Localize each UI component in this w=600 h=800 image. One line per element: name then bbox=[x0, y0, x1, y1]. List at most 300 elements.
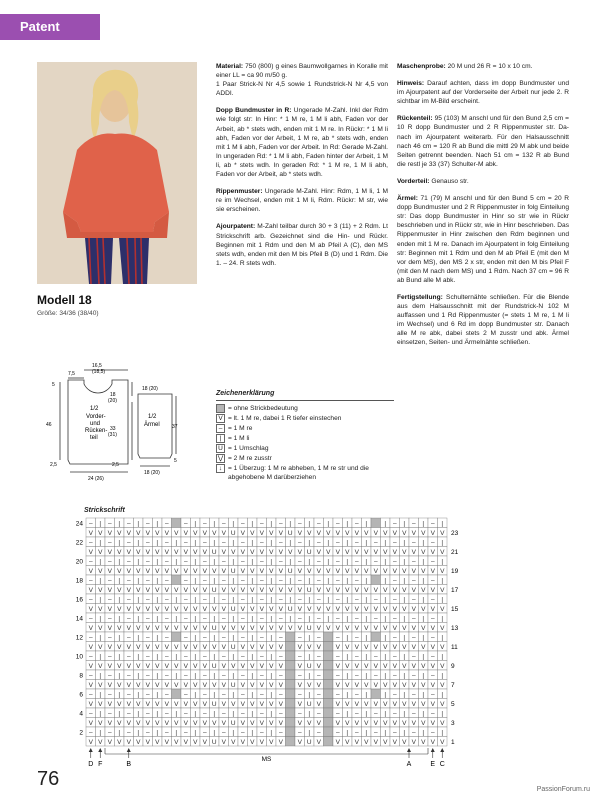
chart-row-label: 4 bbox=[79, 710, 83, 718]
chart-symbol: | bbox=[346, 615, 349, 623]
chart-symbol: V bbox=[278, 529, 283, 537]
chart-symbol: V bbox=[183, 662, 188, 670]
chart-symbol: – bbox=[202, 558, 207, 566]
chart-symbol: – bbox=[240, 577, 245, 585]
chart-symbol: V bbox=[221, 529, 226, 537]
chart-symbol: – bbox=[88, 653, 93, 661]
chart-symbol: – bbox=[316, 520, 321, 528]
chart-symbol: V bbox=[345, 624, 350, 632]
chart-symbol: V bbox=[421, 548, 426, 556]
chart-symbol: | bbox=[156, 729, 159, 737]
chart-symbol: | bbox=[232, 558, 235, 566]
chart-symbol: | bbox=[213, 558, 216, 566]
chart-symbol: V bbox=[240, 662, 245, 670]
chart-cell bbox=[286, 718, 296, 728]
chart-symbol: V bbox=[221, 643, 226, 651]
chart-symbol: V bbox=[136, 548, 141, 556]
chart-symbol: | bbox=[384, 596, 387, 604]
chart-symbol: V bbox=[126, 529, 131, 537]
chart-symbol: | bbox=[308, 596, 311, 604]
chart-symbol: – bbox=[411, 634, 416, 642]
chart-symbol: – bbox=[392, 710, 397, 718]
chart-symbol: V bbox=[202, 662, 207, 670]
chart-symbol: V bbox=[269, 624, 274, 632]
chart-symbol: V bbox=[98, 643, 103, 651]
chart-symbol: – bbox=[297, 653, 302, 661]
chart-symbol: V bbox=[107, 681, 112, 689]
chart-cell bbox=[286, 680, 296, 690]
chart-symbol: V bbox=[193, 643, 198, 651]
chart-symbol: – bbox=[297, 672, 302, 680]
chart-symbol: – bbox=[107, 520, 112, 528]
chart-symbol: V bbox=[250, 681, 255, 689]
chart-symbol: V bbox=[174, 681, 179, 689]
chart-symbol: V bbox=[136, 605, 141, 613]
mark-f-arrowhead-icon bbox=[98, 748, 102, 752]
chart-symbol: V bbox=[307, 681, 312, 689]
chart-symbol: V bbox=[383, 700, 388, 708]
chart-symbol: V bbox=[297, 681, 302, 689]
chart-symbol: – bbox=[430, 577, 435, 585]
chart-symbol: | bbox=[118, 558, 121, 566]
chart-symbol: V bbox=[240, 586, 245, 594]
chart-symbol: | bbox=[270, 615, 273, 623]
chart-symbol: V bbox=[316, 643, 321, 651]
chart-symbol: V bbox=[240, 624, 245, 632]
chart-symbol: | bbox=[403, 653, 406, 661]
chart-symbol: V bbox=[335, 548, 340, 556]
chart-symbol: V bbox=[193, 548, 198, 556]
chart-symbol: V bbox=[174, 643, 179, 651]
chart-symbol: | bbox=[384, 691, 387, 699]
chart-symbol: V bbox=[430, 624, 435, 632]
chart-symbol: V bbox=[136, 738, 141, 746]
chart-symbol: V bbox=[421, 719, 426, 727]
chart-symbol: V bbox=[335, 567, 340, 575]
chart-symbol: – bbox=[335, 558, 340, 566]
chart-symbol: V bbox=[183, 567, 188, 575]
dim-neck-depth: 18 bbox=[110, 392, 116, 398]
chart-symbol: V bbox=[421, 586, 426, 594]
chart-symbol: V bbox=[383, 529, 388, 537]
chart-symbol: V bbox=[145, 548, 150, 556]
chart-symbol: | bbox=[118, 729, 121, 737]
chart-symbol: – bbox=[202, 729, 207, 737]
repeat-label: MS bbox=[261, 756, 272, 763]
legend-item: ⋁ = 2 M re zusstr bbox=[217, 455, 272, 463]
chart-symbol: | bbox=[194, 558, 197, 566]
chart-symbol: V bbox=[297, 624, 302, 632]
chart-symbol: V bbox=[126, 738, 131, 746]
chart-symbol: V bbox=[193, 662, 198, 670]
chart-symbol: | bbox=[384, 577, 387, 585]
chart-symbol: | bbox=[327, 615, 330, 623]
dim-top-a: 7,5 bbox=[68, 371, 75, 377]
chart-symbol: – bbox=[145, 558, 150, 566]
chart-symbol: V bbox=[202, 529, 207, 537]
chart-symbol: V bbox=[126, 719, 131, 727]
sleeve-label-1: 1/2 bbox=[148, 414, 157, 420]
chart-symbol: V bbox=[231, 624, 236, 632]
chart-symbol: – bbox=[278, 596, 283, 604]
chart-symbol: – bbox=[430, 539, 435, 547]
dim-top-b2: (18,5) bbox=[92, 369, 106, 375]
chart-symbol: V bbox=[88, 548, 93, 556]
chart-symbol: | bbox=[384, 653, 387, 661]
chart-symbol: | bbox=[118, 672, 121, 680]
chart-symbol: V bbox=[126, 548, 131, 556]
chart-symbol: – bbox=[145, 634, 150, 642]
chart-symbol: V bbox=[345, 605, 350, 613]
chart-symbol: V bbox=[117, 567, 122, 575]
chart-symbol: | bbox=[137, 653, 140, 661]
chart-symbol: V bbox=[269, 567, 274, 575]
chart-symbol: V bbox=[430, 719, 435, 727]
chart-symbol: V bbox=[221, 548, 226, 556]
chart-symbol: V bbox=[297, 605, 302, 613]
chart-symbol: | bbox=[99, 539, 102, 547]
chart-symbol: – bbox=[202, 672, 207, 680]
chart-symbol: – bbox=[88, 577, 93, 585]
chart-symbol: V bbox=[354, 719, 359, 727]
chart-symbol: V bbox=[373, 719, 378, 727]
chart-symbol: V bbox=[269, 700, 274, 708]
chart-symbol: V bbox=[259, 529, 264, 537]
chart-symbol: V bbox=[259, 700, 264, 708]
chart-symbol: V bbox=[345, 700, 350, 708]
chart-symbol: V bbox=[117, 643, 122, 651]
chart-symbol: – bbox=[240, 729, 245, 737]
chart-symbol: | bbox=[422, 520, 425, 528]
legend-item: | = 1 M li bbox=[216, 434, 394, 443]
chart-symbol: – bbox=[259, 558, 264, 566]
chart-symbol: V bbox=[383, 624, 388, 632]
chart-cell bbox=[172, 689, 182, 699]
chart-symbol: V bbox=[364, 548, 369, 556]
chart-symbol: V bbox=[430, 643, 435, 651]
chart-symbol: V bbox=[107, 643, 112, 651]
chart-symbol: – bbox=[164, 710, 169, 718]
chart-symbol: V bbox=[383, 738, 388, 746]
chart-symbol: V bbox=[278, 738, 283, 746]
chart-symbol: – bbox=[297, 634, 302, 642]
instruction-paragraph: Dopp Bundmuster in R: Ungerade M-Zahl. Inkl der Rdm wie folgt str: In Hinr: * 1 M re, 1 M li abh, Faden vor der Arbeit, ab * stets wdh, enden mit 1 M re. In Rückr: * 1 M li abh, Faden vor der Arbeit, 1 M re, ab * stets wdh, enden mit 1 M li abh, Faden vor der Arbeit. In Rd: Gerade M-Zahl. In ungeraden Rd: * 1 M li abh, Faden hinter der Arbeit, 1 M li, ab * stets wdh. In geraden Rd: * 1 M re, 1 M li abh, Faden vor der Arbeit, ab * stets wdh. bbox=[216, 107, 388, 179]
chart-symbol: – bbox=[183, 634, 188, 642]
chart-symbol: | bbox=[156, 672, 159, 680]
chart-symbol: V bbox=[411, 719, 416, 727]
chart-symbol: V bbox=[212, 605, 217, 613]
chart-symbol: V bbox=[202, 548, 207, 556]
chart-symbol: U bbox=[306, 662, 312, 670]
chart-symbol: V bbox=[145, 681, 150, 689]
chart-symbol: – bbox=[221, 577, 226, 585]
chart-symbol: – bbox=[354, 672, 359, 680]
chart-symbol: – bbox=[278, 710, 283, 718]
chart-symbol: | bbox=[213, 539, 216, 547]
chart-symbol: – bbox=[354, 577, 359, 585]
chart-symbol: – bbox=[430, 596, 435, 604]
chart-symbol: | bbox=[99, 615, 102, 623]
mark-a-label: A bbox=[406, 761, 412, 768]
chart-symbol: – bbox=[259, 634, 264, 642]
chart-symbol: | bbox=[232, 577, 235, 585]
chart-symbol: | bbox=[365, 520, 368, 528]
chart-symbol: V bbox=[364, 662, 369, 670]
chart-symbol: U bbox=[230, 567, 236, 575]
sleeve-label-2: Ärmel bbox=[144, 422, 160, 428]
chart-symbol: – bbox=[145, 577, 150, 585]
chart-symbol: V bbox=[145, 700, 150, 708]
mark-b-arrowhead-icon bbox=[127, 748, 131, 752]
chart-symbol: V bbox=[136, 643, 141, 651]
chart-symbol: V bbox=[364, 586, 369, 594]
chart-symbol: | bbox=[422, 653, 425, 661]
chart-symbol: V bbox=[297, 719, 302, 727]
chart-symbol: | bbox=[422, 577, 425, 585]
chart-cell bbox=[286, 689, 296, 699]
chart-row-label: 1 bbox=[451, 739, 455, 747]
chart-symbol: – bbox=[316, 596, 321, 604]
chart-cell bbox=[286, 651, 296, 661]
chart-symbol: V bbox=[221, 624, 226, 632]
chart-symbol: – bbox=[183, 653, 188, 661]
chart-symbol: – bbox=[145, 710, 150, 718]
chart-row-label: 8 bbox=[79, 672, 83, 680]
chart-symbol: V bbox=[278, 700, 283, 708]
chart-symbol: – bbox=[278, 520, 283, 528]
chart-symbol: U bbox=[230, 681, 236, 689]
chart-symbol: – bbox=[107, 653, 112, 661]
chart-symbol: | bbox=[384, 558, 387, 566]
chart-symbol: | bbox=[346, 520, 349, 528]
chart-symbol: V bbox=[174, 586, 179, 594]
chart-symbol: V bbox=[117, 738, 122, 746]
chart-cell bbox=[371, 632, 381, 642]
chart-symbol: V bbox=[411, 643, 416, 651]
chart-symbol: V bbox=[297, 662, 302, 670]
body-label-4: Rücken- bbox=[85, 428, 108, 434]
chart-symbol: | bbox=[308, 520, 311, 528]
chart-symbol: – bbox=[107, 539, 112, 547]
chart-symbol: V bbox=[202, 681, 207, 689]
chart-cell bbox=[324, 651, 334, 661]
chart-symbol: V bbox=[421, 624, 426, 632]
chart-row-label: 15 bbox=[451, 606, 459, 614]
chart-symbol: – bbox=[202, 577, 207, 585]
chart-symbol: U bbox=[211, 586, 217, 594]
chart-symbol: – bbox=[183, 539, 188, 547]
chart-symbol: V bbox=[231, 738, 236, 746]
sleeve-top: 18 (20) bbox=[142, 386, 158, 392]
chart-symbol: – bbox=[335, 729, 340, 737]
chart-symbol: V bbox=[88, 567, 93, 575]
chart-symbol: | bbox=[137, 634, 140, 642]
model-title: Modell 18 bbox=[37, 293, 92, 307]
chart-symbol: – bbox=[392, 672, 397, 680]
chart-symbol: – bbox=[145, 729, 150, 737]
chart-symbol: – bbox=[221, 672, 226, 680]
chart-symbol: V bbox=[335, 529, 340, 537]
chart-symbol: V bbox=[373, 624, 378, 632]
chart-cell bbox=[286, 642, 296, 652]
chart-symbol: V bbox=[402, 586, 407, 594]
chart-symbol: V bbox=[136, 529, 141, 537]
chart-symbol: V bbox=[107, 719, 112, 727]
chart-symbol: V bbox=[354, 700, 359, 708]
chart-row-label: 24 bbox=[75, 520, 83, 528]
chart-symbol: V bbox=[297, 700, 302, 708]
chart-symbol: V bbox=[440, 662, 445, 670]
chart-symbol: – bbox=[335, 653, 340, 661]
chart-symbol: V bbox=[221, 738, 226, 746]
chart-symbol: – bbox=[259, 577, 264, 585]
chart-symbol: | bbox=[289, 615, 292, 623]
chart-symbol: | bbox=[346, 558, 349, 566]
chart-symbol: V bbox=[373, 700, 378, 708]
chart-symbol: | bbox=[232, 653, 235, 661]
chart-symbol: V bbox=[335, 662, 340, 670]
dim-cuff-right: 2,5 bbox=[112, 462, 119, 468]
chart-symbol: V bbox=[155, 719, 160, 727]
chart-symbol: V bbox=[392, 719, 397, 727]
chart-symbol: – bbox=[164, 672, 169, 680]
chart-symbol: – bbox=[354, 558, 359, 566]
chart-symbol: V bbox=[98, 700, 103, 708]
chart-symbol: | bbox=[251, 634, 254, 642]
chart-symbol: V bbox=[345, 529, 350, 537]
chart-symbol: V bbox=[297, 738, 302, 746]
chart-symbol: V bbox=[383, 719, 388, 727]
chart-symbol: | bbox=[422, 596, 425, 604]
chart-symbol: V bbox=[345, 643, 350, 651]
chart-symbol: V bbox=[259, 548, 264, 556]
chart-symbol: | bbox=[270, 653, 273, 661]
chart-symbol: – bbox=[145, 615, 150, 623]
chart-cell bbox=[324, 642, 334, 652]
chart-symbol: | bbox=[213, 577, 216, 585]
chart-symbol: V bbox=[212, 681, 217, 689]
chart-symbol: | bbox=[194, 653, 197, 661]
chart-symbol: V bbox=[240, 719, 245, 727]
chart-symbol: | bbox=[251, 596, 254, 604]
chart-symbol: V bbox=[155, 643, 160, 651]
chart-symbol: | bbox=[346, 596, 349, 604]
chart-symbol: – bbox=[259, 672, 264, 680]
chart-symbol: V bbox=[117, 605, 122, 613]
chart-symbol: – bbox=[392, 729, 397, 737]
chart-symbol: V bbox=[402, 700, 407, 708]
chart-symbol: V bbox=[373, 529, 378, 537]
legend-title: Zeichenerklärung bbox=[216, 389, 394, 401]
chart-symbol: | bbox=[327, 520, 330, 528]
chart-symbol: – bbox=[392, 653, 397, 661]
dim-height: 46 bbox=[46, 422, 52, 428]
chart-symbol: V bbox=[402, 567, 407, 575]
chart-symbol: – bbox=[354, 596, 359, 604]
chart-symbol: – bbox=[202, 691, 207, 699]
chart-symbol: – bbox=[278, 634, 283, 642]
chart-symbol: | bbox=[365, 729, 368, 737]
chart-cell bbox=[286, 727, 296, 737]
chart-symbol: – bbox=[221, 596, 226, 604]
chart-symbol: – bbox=[297, 539, 302, 547]
chart-symbol: – bbox=[126, 691, 131, 699]
chart-symbol: – bbox=[145, 539, 150, 547]
chart-symbol: | bbox=[384, 729, 387, 737]
chart-symbol: V bbox=[164, 624, 169, 632]
chart-symbol: U bbox=[287, 567, 293, 575]
dim-neck: 5 bbox=[52, 382, 55, 388]
chart-symbol: V bbox=[250, 605, 255, 613]
chart-symbol: – bbox=[221, 558, 226, 566]
chart-symbol: V bbox=[316, 681, 321, 689]
chart-symbol: V bbox=[174, 624, 179, 632]
chart-symbol: | bbox=[308, 691, 311, 699]
chart-symbol: V bbox=[402, 624, 407, 632]
chart-symbol: V bbox=[117, 624, 122, 632]
chart-symbol: V bbox=[98, 719, 103, 727]
chart-symbol: – bbox=[259, 596, 264, 604]
chart-symbol: V bbox=[174, 529, 179, 537]
chart-symbol: – bbox=[259, 729, 264, 737]
chart-symbol: – bbox=[107, 710, 112, 718]
chart-symbol: V bbox=[107, 624, 112, 632]
chart-symbol: V bbox=[259, 586, 264, 594]
chart-symbol: – bbox=[278, 729, 283, 737]
chart-symbol: | bbox=[232, 615, 235, 623]
chart-symbol: V bbox=[145, 643, 150, 651]
chart-row-label: 16 bbox=[75, 596, 83, 604]
chart-symbol: | bbox=[422, 691, 425, 699]
chart-symbol: V bbox=[183, 529, 188, 537]
chart-symbol: – bbox=[411, 520, 416, 528]
chart-symbol: V bbox=[440, 605, 445, 613]
chart-symbol: – bbox=[297, 729, 302, 737]
chart-symbol: – bbox=[373, 672, 378, 680]
chart-symbol: | bbox=[175, 729, 178, 737]
chart-symbol: – bbox=[373, 710, 378, 718]
chart-symbol: V bbox=[221, 700, 226, 708]
chart-symbol: – bbox=[259, 615, 264, 623]
chart-symbol: V bbox=[383, 662, 388, 670]
chart-cell bbox=[172, 575, 182, 585]
chart-symbol: V bbox=[373, 586, 378, 594]
chart-symbol: V bbox=[164, 586, 169, 594]
chart-symbol: V bbox=[183, 719, 188, 727]
chart-symbol: | bbox=[365, 596, 368, 604]
chart-symbol: V bbox=[297, 643, 302, 651]
chart-symbol: V bbox=[240, 605, 245, 613]
chart-symbol: – bbox=[373, 653, 378, 661]
chart-symbol: V bbox=[202, 586, 207, 594]
chart-symbol: V bbox=[259, 643, 264, 651]
chart-symbol: V bbox=[402, 681, 407, 689]
chart-symbol: – bbox=[240, 558, 245, 566]
sleeve-bottom: 18 (20) bbox=[144, 470, 160, 476]
chart-cell bbox=[324, 632, 334, 642]
chart-symbol: | bbox=[194, 596, 197, 604]
chart-symbol: V bbox=[250, 548, 255, 556]
chart-symbol: V bbox=[421, 529, 426, 537]
legend-item: = ohne Strickbedeutung bbox=[216, 404, 394, 413]
chart-symbol: | bbox=[384, 615, 387, 623]
chart-symbol: – bbox=[259, 710, 264, 718]
chart-symbol: V bbox=[345, 719, 350, 727]
chart-symbol: – bbox=[373, 729, 378, 737]
chart-symbol: V bbox=[250, 624, 255, 632]
chart-symbol: V bbox=[411, 662, 416, 670]
chart-symbol: – bbox=[259, 520, 264, 528]
